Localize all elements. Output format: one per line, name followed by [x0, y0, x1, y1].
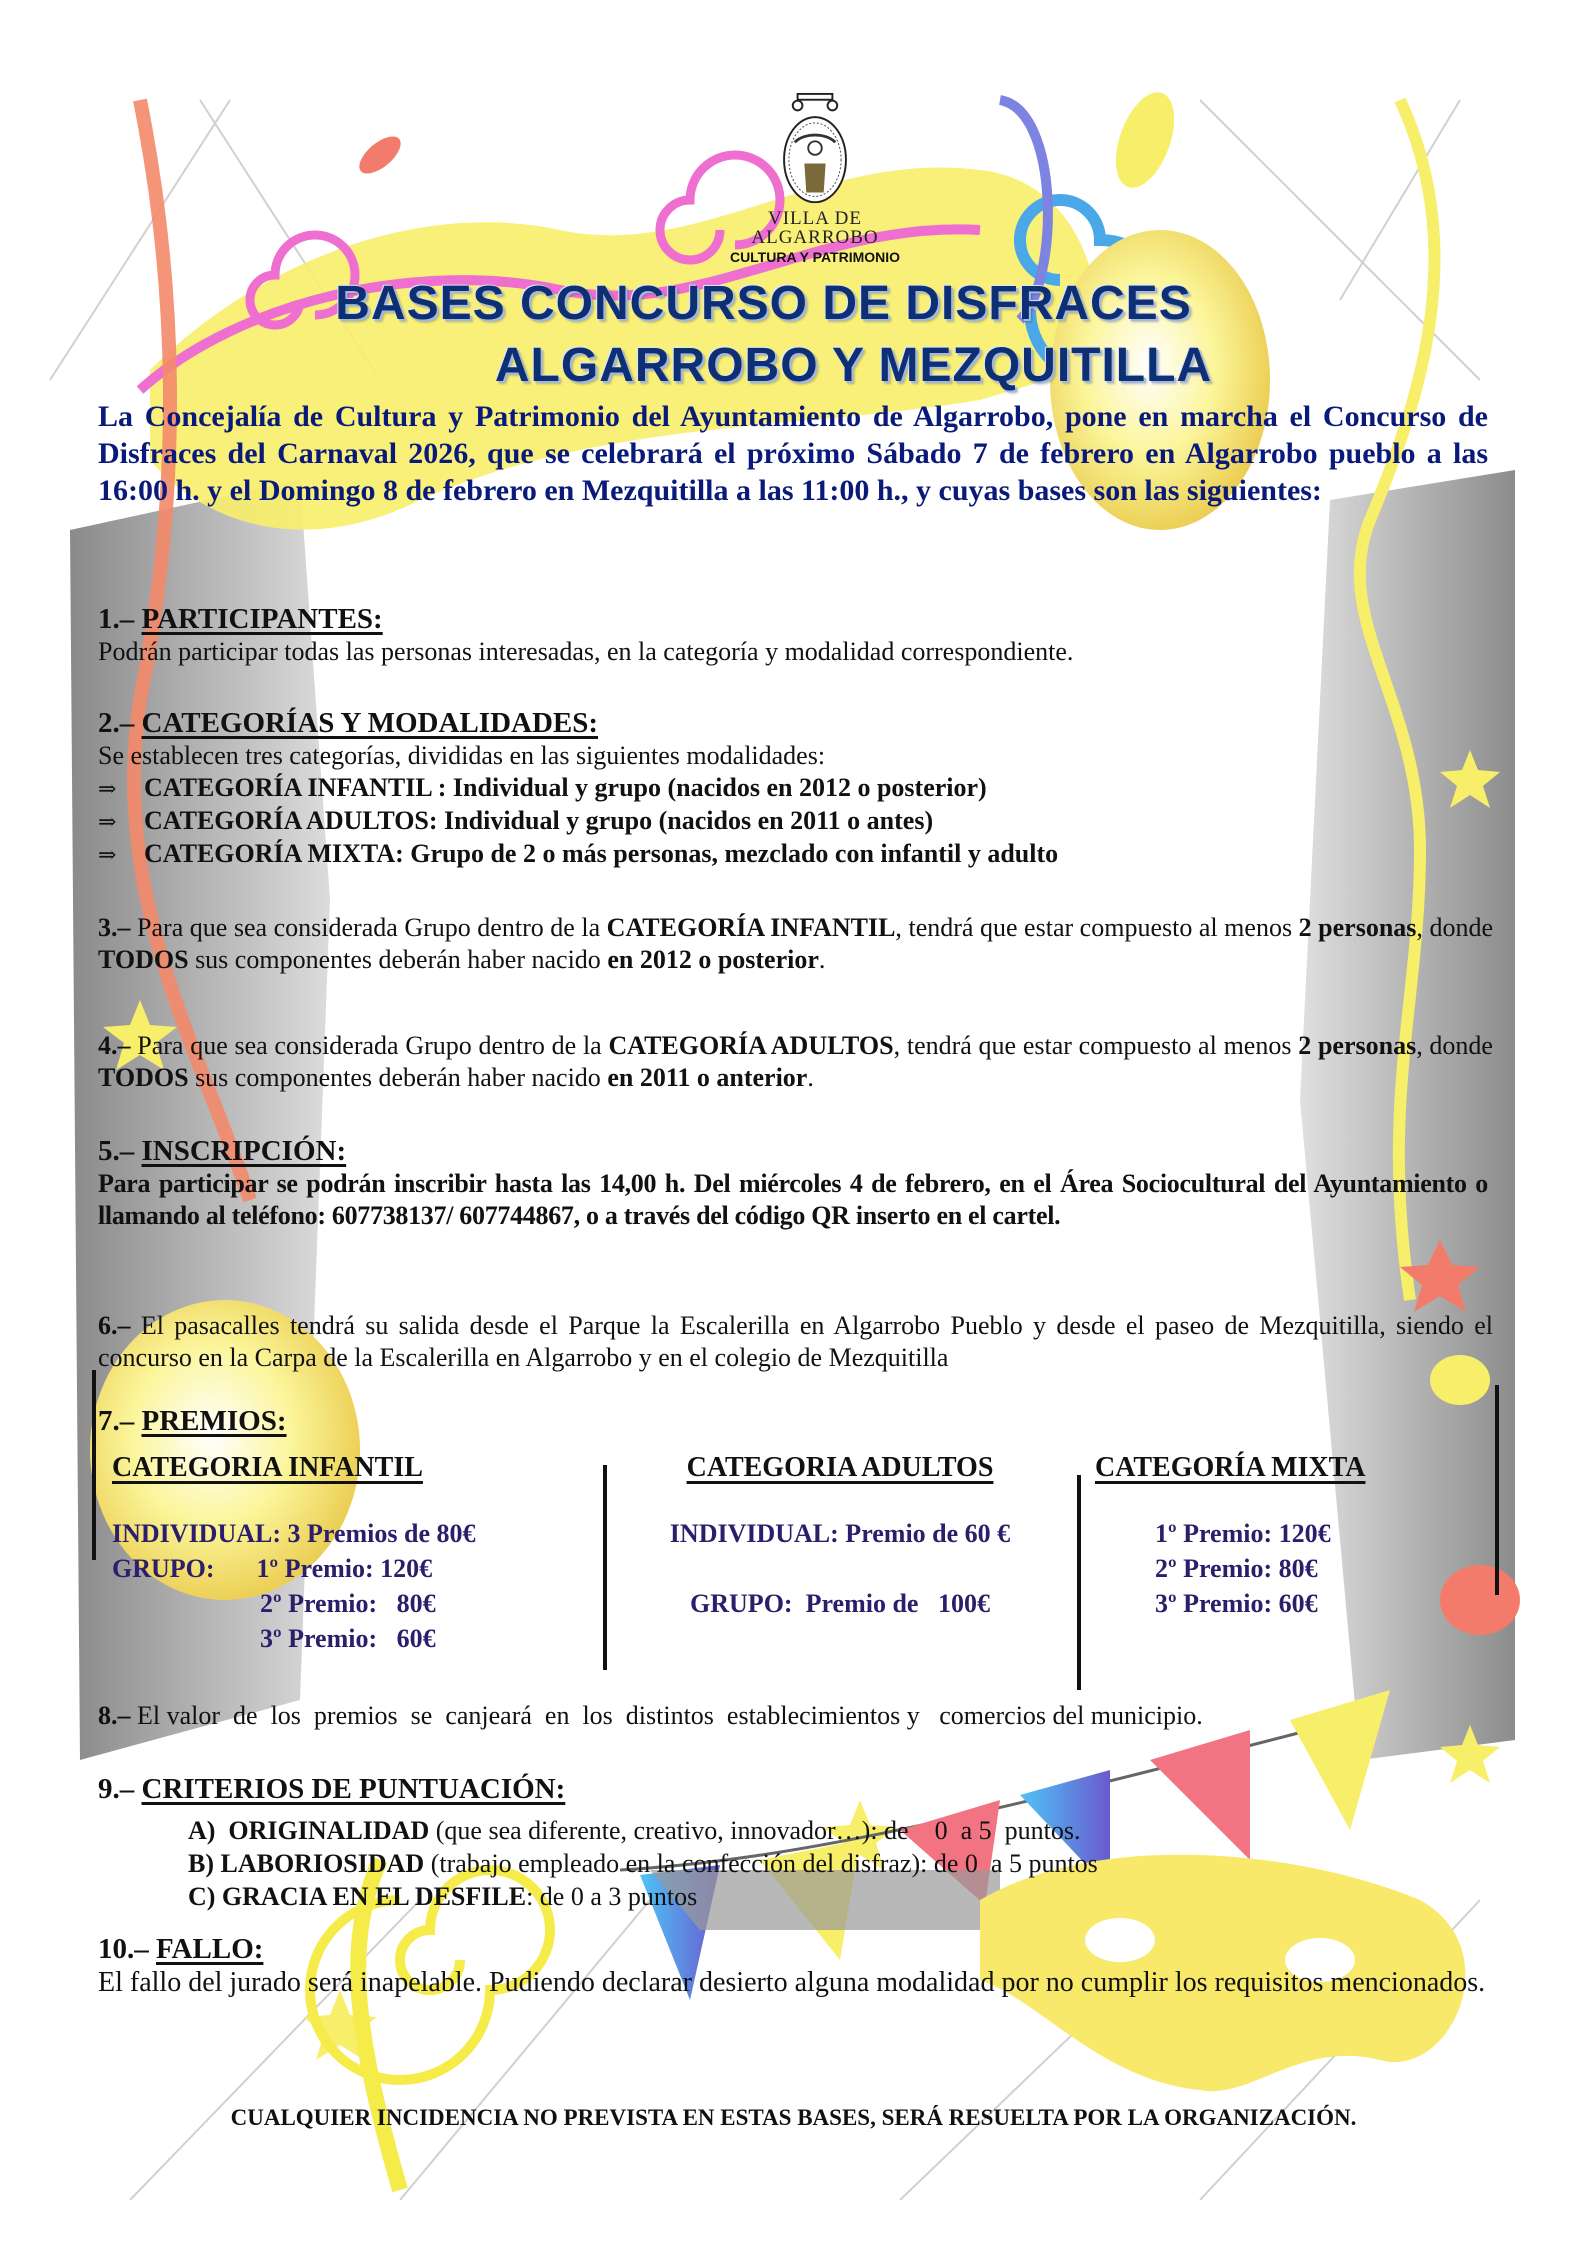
section-premios: [98, 1404, 1498, 1438]
bold-run: 2 personas: [1298, 913, 1417, 942]
section-text: El valor de los premios se canjeará en los distintos establecimientos y comercios del municipio.: [130, 1701, 1203, 1730]
page-title-line2: ALGARROBO Y MEZQUITILLA: [494, 339, 1213, 392]
text-run: Para que sea considerada Grupo dentro de la: [130, 1031, 609, 1060]
criterion-item: [188, 1880, 1498, 1913]
criterion-item: [188, 1814, 1498, 1847]
section-fallo: [98, 1932, 1498, 2000]
text-run: , donde: [1416, 1031, 1493, 1060]
bold-run: CATEGORÍA ADULTOS: [608, 1031, 894, 1060]
section-number: 6.–: [98, 1311, 131, 1340]
prize-column-heading: CATEGORIA INFANTIL: [112, 1452, 423, 1483]
text-run: , tendrá que estar compuesto al menos: [893, 1031, 1299, 1060]
text-run: sus componentes deberán haber nacido: [188, 1063, 608, 1092]
section-valor: [98, 1700, 1498, 1732]
section-grupo-infantil: [98, 912, 1498, 976]
section-text: Se establecen tres categorías, divididas en las siguientes modalidades:: [98, 741, 826, 770]
section-number: 1.–: [98, 603, 135, 635]
prize-column-mixta: [1095, 1450, 1475, 1621]
section-heading: INSCRIPCIÓN:: [141, 1135, 347, 1167]
category-adultos: CATEGORÍA ADULTOS: Individual y grupo (nacidos en 2011 o antes): [144, 806, 934, 835]
section-number: 4.–: [98, 1031, 131, 1060]
section-number: 7.–: [98, 1405, 135, 1437]
prizes-table: [0, 1450, 1587, 1690]
town-crest-logo: [729, 92, 901, 265]
bold-run: CATEGORÍA INFANTIL: [606, 913, 896, 942]
bold-run: TODOS: [98, 945, 189, 974]
section-text: Podrán participar todas las personas interesadas, en la categoría y modalidad correspondiente.: [98, 637, 1074, 666]
section-heading: CATEGORÍAS Y MODALIDADES:: [141, 707, 599, 739]
text-run: sus componentes deberán haber nacido: [188, 945, 608, 974]
criterion-detail: (trabajo empleado en la confección del disfraz): de 0 a 5 puntos: [424, 1849, 1098, 1878]
criterion-item: [188, 1847, 1498, 1880]
prize-column-infantil: [112, 1450, 592, 1656]
text-run: .: [818, 945, 826, 974]
criterion-label: B) LABORIOSIDAD: [188, 1849, 425, 1878]
section-text: Para participar se podrán inscribir hasta las 14,00 h. Del miércoles 4 de febrero, en el Área Sociocultural del Ayuntamiento o llamando al teléfono: 607738137/ 607744867, o a través del código QR inserto en el cartel.: [98, 1169, 1488, 1230]
prize-2: 2º Premio: 80€: [1155, 1554, 1318, 1583]
section-heading: PARTICIPANTES:: [141, 603, 383, 635]
prize-column-heading: CATEGORIA ADULTOS: [686, 1452, 994, 1483]
crest-emblem-icon: [780, 92, 850, 208]
section-heading: FALLO:: [156, 1933, 264, 1965]
section-number: 8.–: [98, 1701, 131, 1730]
page-title-line1: BASES CONCURSO DE DISFRACES: [335, 277, 1192, 330]
section-heading: CRITERIOS DE PUNTUACIÓN:: [141, 1773, 566, 1805]
section-criterios: [98, 1772, 1498, 1913]
list-item: [98, 838, 1498, 871]
intro-paragraph: La Concejalía de Cultura y Patrimonio del Ayuntamiento de Algarrobo, pone en marcha el Concurso de Disfraces del Carnaval 2026, que se celebrará el próximo Sábado 7 de febrero en Algarrobo pueblo a las 16:00 h. y el Domingo 8 de febrero en Mezquitilla a las 11:00 h., y cuyas bases son las siguientes:: [98, 400, 1488, 507]
bold-run: en 2012 o posterior: [607, 945, 819, 974]
section-inscripcion: [98, 1134, 1498, 1232]
criterion-detail: (que sea diferente, creativo, innovador…): de 0 a 5 puntos.: [429, 1816, 1081, 1845]
footer-note: CUALQUIER INCIDENCIA NO PREVISTA EN ESTAS BASES, SERÁ RESUELTA POR LA ORGANIZACIÓN.: [230, 2105, 1357, 2130]
arrow-right-icon: ⇒: [98, 842, 117, 867]
bold-run: TODOS: [98, 1063, 189, 1092]
prize-3: 3º Premio: 60€: [1155, 1589, 1318, 1618]
text-run: Para que sea considerada Grupo dentro de la: [130, 913, 607, 942]
prize-grupo-label: GRUPO:: [112, 1554, 215, 1583]
section-text: El pasacalles tendrá su salida desde el Parque la Escalerilla en Algarrobo Pueblo y desde el paseo de Mezquitilla, siendo el concurso en la Carpa de la Escalerilla en Algarrobo y en el colegio de Mezquitilla: [98, 1311, 1493, 1372]
prize-grupo-3: 3º Premio: 60€: [260, 1624, 436, 1653]
logo-department: CULTURA Y PATRIMONIO: [729, 249, 901, 265]
prize-grupo-1: 1º Premio: 120€: [256, 1554, 433, 1583]
criterion-label: C) GRACIA EN EL DESFILE: [188, 1882, 527, 1911]
list-item: [98, 805, 1498, 838]
criterion-detail: : de 0 a 3 puntos: [526, 1882, 698, 1911]
bold-run: 2 personas: [1298, 1031, 1417, 1060]
text-run: , donde: [1416, 913, 1494, 942]
list-item: [98, 772, 1498, 805]
text-run: .: [807, 1063, 814, 1092]
category-mixta: CATEGORÍA MIXTA: Grupo de 2 o más personas, mezclado con infantil y adulto: [144, 839, 1059, 868]
prize-grupo: GRUPO: Premio de 100€: [690, 1589, 990, 1618]
section-number: 10.–: [98, 1933, 149, 1965]
section-number: 9.–: [98, 1773, 135, 1805]
arrow-right-icon: ⇒: [98, 776, 117, 801]
prize-1: 1º Premio: 120€: [1155, 1519, 1331, 1548]
section-grupo-adultos: [98, 1030, 1498, 1094]
section-number: 5.–: [98, 1135, 135, 1167]
prize-individual: INDIVIDUAL: 3 Premios de 80€: [112, 1519, 476, 1548]
section-categorias: [98, 706, 1498, 871]
prize-individual: INDIVIDUAL: Premio de 60 €: [669, 1519, 1011, 1548]
logo-town-line1: VILLA DE: [767, 208, 862, 229]
bold-run: en 2011 o anterior: [607, 1063, 808, 1092]
section-text: El fallo del jurado será inapelable. Pudiendo declarar desierto alguna modalidad por no cumplir los requisitos mencionados.: [98, 1967, 1486, 1998]
criterion-label: A) ORIGINALIDAD: [188, 1816, 430, 1845]
section-pasacalles: [98, 1310, 1498, 1374]
prize-column-adultos: [620, 1450, 1060, 1621]
section-participantes: [98, 602, 1498, 668]
category-infantil: CATEGORÍA INFANTIL : Individual y grupo (nacidos en 2012 o posterior): [144, 773, 987, 802]
prize-grupo-2: 2º Premio: 80€: [260, 1589, 436, 1618]
prize-column-heading: CATEGORÍA MIXTA: [1095, 1452, 1366, 1483]
section-number: 2.–: [98, 707, 135, 739]
section-number: 3.–: [98, 913, 131, 942]
arrow-right-icon: ⇒: [98, 809, 117, 834]
text-run: , tendrá que estar compuesto al menos: [895, 913, 1299, 942]
logo-town-line2: ALGARROBO: [751, 227, 879, 248]
section-heading: PREMIOS:: [141, 1405, 287, 1437]
